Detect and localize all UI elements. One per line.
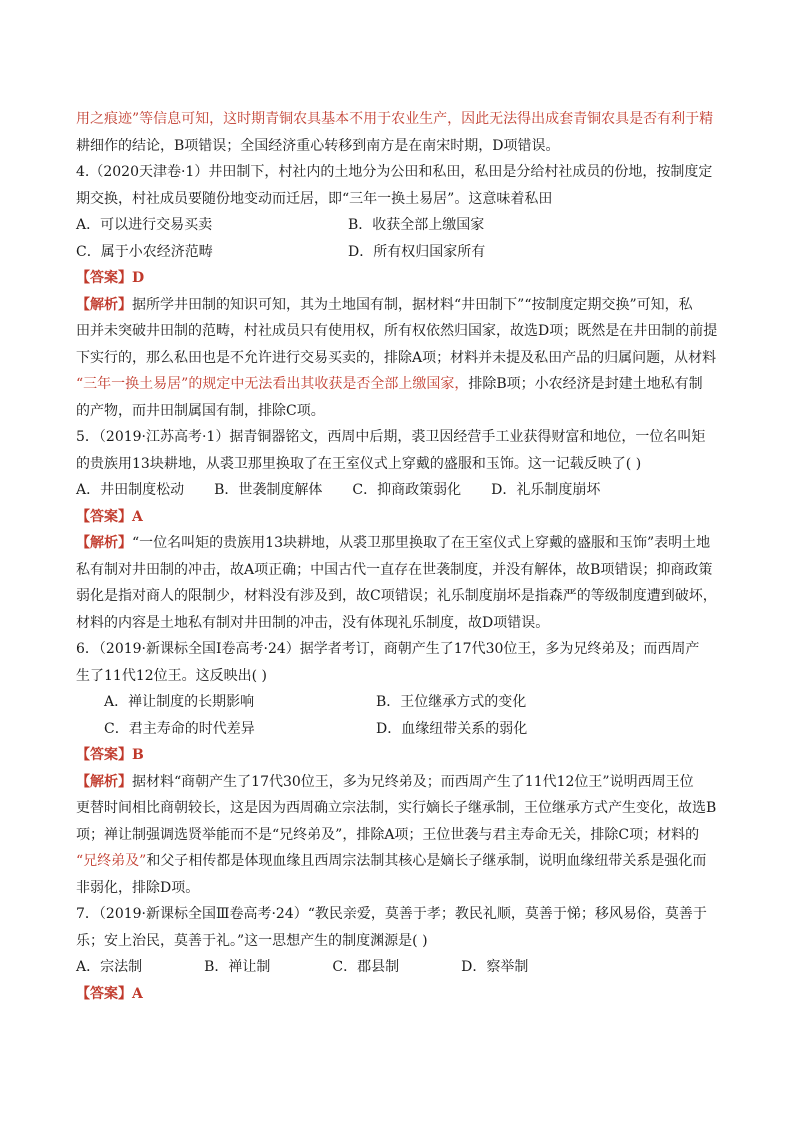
q6-option-b: B．王位继承方式的变化 [376,694,527,710]
q5-stem-line-1: 5．（2019·江苏高考·1）据青铜器铭文，西周中后期，裘卫因经营手工业获得财富和地位，一位名叫矩 [76,429,706,445]
q7-options-row [76,954,730,981]
q5-answer-value: A [132,508,143,525]
q7-answer-label: 【答案】 [76,985,132,1002]
q6-analysis-text-4: 和父子相传都是体现血缘且西周宗法制其核心是嫡长子继承制，说明血缘纽带关系是强化而 [146,853,707,869]
q6-analysis-label: 【解析】 [76,773,132,790]
q6-analysis-line-1 [76,769,730,796]
q6-analysis-highlight: “兄终弟及” [76,853,147,869]
question-6 [76,636,730,901]
q5-analysis-line-1 [76,530,730,557]
q7-stem-line-1: 7．（2019·新课标全国Ⅲ卷高考·24）“教民亲爱，莫善于孝；教民礼顺，莫善于悌；移风易俗，莫善于 [76,906,707,922]
prev-analysis-line-2: 耕细作的结论，B项错误；全国经济重心转移到南方是在南宋时期，D项错误。 [76,137,560,154]
q6-option-a: A．禅让制度的长期影响 [104,694,255,710]
q6-answer-label: 【答案】 [76,747,132,763]
q5-stem-line-2: 的贵族用13块耕地，从裘卫那里换取了在王室仪式上穿戴的盛服和玉饰。这一记载反映了( ) [76,455,642,472]
q4-option-a: A．可以进行交易买卖 [76,217,213,233]
q4-analysis-text-1: 据所学井田制的知识可知，其为土地国有制，据材料“井田制下”“按制度定期交换”可知，私 [132,296,693,313]
q6-answer-value: B [132,747,144,763]
q5-options-row [76,477,730,504]
q4-stem-line-1: 4.（2020天津卷·1）井田制下，村社内的土地分为公田和私田，私田是分给村社成员的份地，按制度定 [76,164,713,180]
q7-option-b: B．禅让制 [204,959,271,975]
q5-option-a: A．井田制度松动 [76,482,185,498]
q6-analysis-line-4 [76,848,730,875]
question-5 [76,424,730,636]
q5-answer-label: 【答案】 [76,508,132,525]
q5-option-b: B．世袭制度解体 [214,482,323,498]
q4-options-row-1 [76,212,730,239]
q6-answer [76,742,730,769]
q4-stem-line-2: 期交换，村社成员要随份地变动而迁居，即“三年一换土易居”。这意味着私田 [76,190,553,207]
q4-option-c: C．属于小农经济范畴 [76,243,213,260]
q6-option-d: D．血缘纽带关系的弱化 [376,720,528,737]
q5-analysis-line-3: 弱化是指对商人的限制少，材料没有涉及到，故C项错误；礼乐制度崩坏是指森严的等级制度遭到破坏， [76,588,717,604]
q7-option-d: D．察举制 [461,959,529,975]
q5-option-c: C．抑商政策弱化 [352,482,462,498]
q6-options-row-2 [76,716,730,743]
question-7 [76,901,730,1007]
q5-analysis-line-2: 私有制对井田制的冲击，故A项正确；中国古代一直存在世袭制度，并没有解体，故B项错误；抑商政策 [76,561,713,578]
q6-analysis-line-5: 非弱化，排除D项。 [76,879,200,896]
q7-option-a: A．宗法制 [76,959,143,975]
q4-analysis-line-2: 田并未突破井田制的范畴，村社成员只有使用权，所有权依然归国家，故选D项；既然是在井田制的前提 [76,323,718,339]
q6-stem-line-2: 生了11代12位王。这反映出( ) [76,667,268,684]
q7-option-c: C．郡县制 [332,959,400,975]
q4-analysis-line-5: 的产物，而井田制属国有制，排除C项。 [76,402,325,419]
q6-option-c: C．君主寿命的时代差异 [104,720,255,737]
q7-answer [76,981,730,1008]
q5-analysis-text-1: “一位名叫矩的贵族用13块耕地，从裘卫那里换取了在王室仪式上穿戴的盛服和玉饰”表明土地 [132,535,711,551]
q4-answer-value: D [132,270,145,286]
q6-stem-line-1: 6．（2019·新课标全国Ⅰ卷高考·24）据学者考订，商朝产生了17代30位王，多为兄终弟及；而西周产 [76,641,700,657]
q4-option-b: B．收获全部上缴国家 [348,217,485,233]
q6-analysis-line-2: 更替时间相比商朝较长，这是因为西周确立宗法制，实行嫡长子继承制，王位继承方式产生变化，故选B [76,800,717,816]
q4-answer [76,265,730,292]
prev-analysis-line-1: 用之痕迹”等信息可知，这时期青铜农具基本不用于农业生产，因此无法得出成套青铜农具是否有利于精 [76,111,714,127]
q7-stem-line-2: 乐；安上治民，莫善于礼。”这一思想产生的制度渊源是( ) [76,932,428,949]
q5-option-d: D．礼乐制度崩坏 [491,482,601,498]
q4-analysis-label: 【解析】 [76,296,132,313]
q4-analysis-highlight: “三年一换土易居”的规定中无法看出其收获是否全部上缴国家， [76,376,469,392]
q6-options-row-1 [76,689,730,716]
q6-analysis-text-1: 据材料“商朝产生了17代30位王，多为兄终弟及；而西周产生了11代12位王”说明西周王位 [132,773,694,790]
q4-analysis-line-1 [76,292,730,319]
q4-analysis-line-4 [76,371,730,398]
q5-answer [76,504,730,531]
q4-answer-label: 【答案】 [76,270,132,286]
q7-answer-value: A [132,985,143,1002]
q4-analysis-text-4: 排除B项；小农经济是封建土地私有制 [468,376,703,392]
q6-analysis-line-3: 项；禅让制强调选贤举能而不是“兄终弟及”，排除A项；王位世袭与君主寿命无关，排除C项；材料的 [76,826,700,843]
q4-analysis-line-3: 下实行的，那么私田也是不允许进行交易买卖的，排除A项；材料并未提及私田产品的归属问题，从材料 [76,349,717,366]
question-4 [76,159,730,424]
q4-options-row-2 [76,239,730,266]
q5-analysis-line-4: 材料的内容是土地私有制对井田制的冲击，没有体现礼乐制度，故D项错误。 [76,614,550,631]
q4-option-d: D．所有权归国家所有 [348,243,486,260]
q5-analysis-label: 【解析】 [76,535,132,551]
